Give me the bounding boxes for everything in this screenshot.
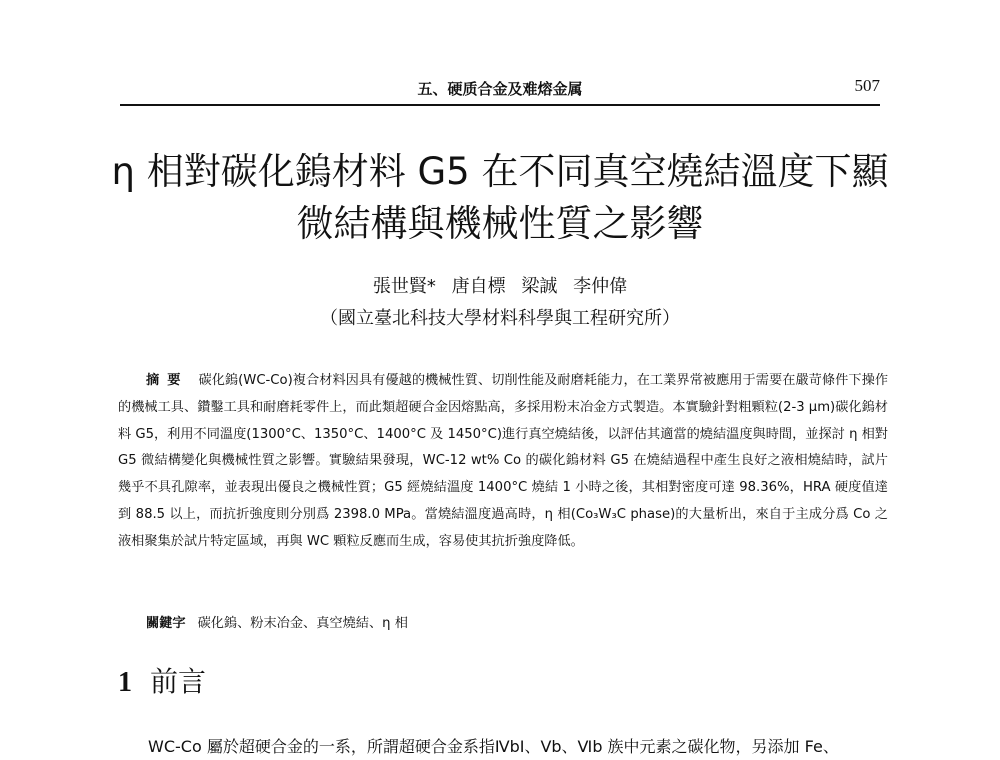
abstract-label: 摘要 bbox=[146, 373, 189, 388]
paper-title-line-1: η 相對碳化鎢材料 G5 在不同真空燒結溫度下顯 bbox=[111, 150, 889, 193]
paper-title bbox=[100, 146, 900, 250]
author-1: 張世賢* bbox=[372, 276, 436, 297]
abstract-text: 碳化鎢(WC-Co)複合材料因具有優越的機械性質、切削性能及耐磨耗能力，在工業界常被應用于需要在嚴苛條件下操作的機械工具、鑽鑿工具和耐磨耗零件上，而此類超硬合金因熔點高，多採用粉末冶金方式製造。本實驗針對粗顆粒(2-3 μm)碳化鎢材料 G5，利用不同溫度(1300°C、1350°C、1400°C 及 1450°C)進行真空燒結後，以評估其適當的燒結溫度與時間，並探討 η 相對 G5 微結構變化與機械性質之影響。實驗結果發現，WC-12 wt% Co 的碳化鎢材料 G5 在燒結過程中產生良好之液相燒結時，試片幾乎不具孔隙率，並表現出優良之機械性質；G5 經燒結溫度 1400°C 燒結 1 小時之後，其相對密度可達 98.36%，HRA 硬度值達到 88.5 以上，而抗折強度則分別爲 2398.0 MPa。當燒結溫度過高時，η 相(Co₃W₃C phase)的大量析出，來自于主成分爲 Co 之液相聚集於試片特定區域，再與 WC 顆粒反應而生成，容易使其抗折強度降低。 bbox=[118, 373, 889, 549]
paper-title-line-2: 微結構與機械性質之影響 bbox=[296, 202, 704, 245]
page-number: 507 bbox=[854, 76, 880, 95]
abstract bbox=[118, 368, 888, 556]
section-heading bbox=[118, 660, 206, 700]
author-4: 李仲偉 bbox=[573, 276, 628, 297]
section-number: 1 bbox=[118, 667, 132, 698]
running-head-title: 五、硬质合金及难熔金属 bbox=[417, 80, 583, 98]
author-3: 梁誠 bbox=[521, 276, 558, 297]
keywords-text: 碳化鎢、粉末冶金、真空燒結、η 相 bbox=[197, 616, 408, 631]
section-title: 前言 bbox=[150, 665, 207, 698]
body-paragraph: WC-Co 屬於超硬合金的一系，所謂超硬合金系指ⅣbⅠ、Ⅴb、Ⅵb 族中元素之碳化物，另添加 Fe、 bbox=[148, 737, 839, 756]
running-head bbox=[120, 76, 880, 106]
affiliation: （國立臺北科技大學材料科學與工程研究所） bbox=[320, 308, 680, 329]
author-2: 唐自標 bbox=[451, 276, 506, 297]
keywords-label: 關鍵字 bbox=[146, 616, 186, 631]
keywords bbox=[146, 612, 408, 631]
author-list bbox=[0, 272, 1000, 298]
